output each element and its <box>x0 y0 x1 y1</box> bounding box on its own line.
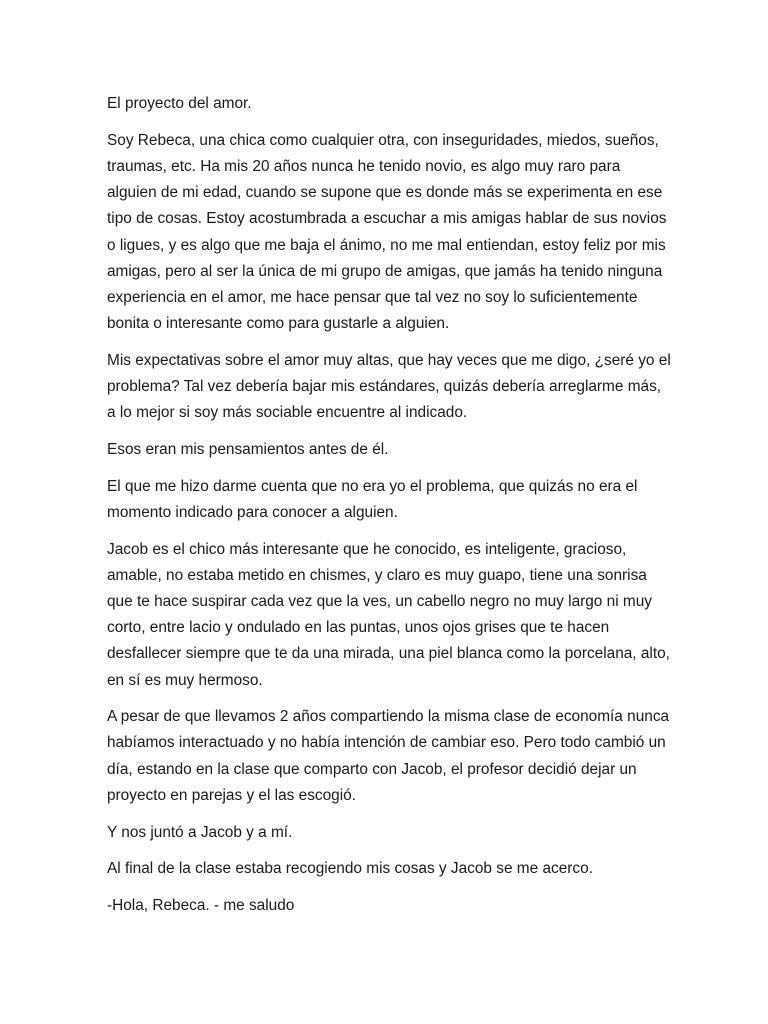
text-line: corto, entre lacio y ondulado en las puntas, unos ojos grises que te hacen <box>107 619 610 637</box>
document-body <box>107 91 671 930</box>
paragraph <box>107 474 667 526</box>
text-line: Soy Rebeca, una chica como cualquier otra, con inseguridades, miedos, sueños, <box>107 131 659 149</box>
text-line: o ligues, y es algo que me baja el ánimo, no me mal entiendan, estoy feliz por mis <box>107 236 666 254</box>
text-line: alguien de mi edad, cuando se supone que es donde más se experimenta en ese <box>107 184 663 202</box>
text-line: -Hola, Rebeca. - me saludo <box>107 896 295 914</box>
text-line: día, estando en la clase que comparto con Jacob, el profesor decidió dejar un <box>107 760 637 778</box>
text-line: amigas, pero al ser la única de mi grupo de amigas, que jamás ha tenido ninguna <box>107 262 663 280</box>
text-line: traumas, etc. Ha mis 20 años nunca he tenido novio, es algo muy raro para <box>107 157 621 175</box>
text-line: a lo mejor si soy más sociable encuentre al indicado. <box>107 404 468 422</box>
text-line: tipo de cosas. Estoy acostumbrada a escuchar a mis amigas hablar de sus novios <box>107 210 667 228</box>
paragraph <box>107 893 667 919</box>
paragraph <box>107 348 671 427</box>
paragraph <box>107 537 670 694</box>
paragraph <box>107 820 667 846</box>
paragraph <box>107 128 667 338</box>
paragraphs-container <box>107 128 671 919</box>
text-line: proyecto en parejas y el las escogió. <box>107 786 356 804</box>
text-line: desfallecer siempre que te da una mirada, una piel blanca como la porcelana, alto, <box>107 645 670 663</box>
paragraph <box>107 704 670 809</box>
text-line: Al final de la clase estaba recogiendo mis cosas y Jacob se me acerco. <box>107 860 593 878</box>
text-line: experiencia en el amor, me hace pensar que tal vez no soy lo suficientemente <box>107 288 638 306</box>
text-line: habíamos interactuado y no había intención de cambiar eso. Pero todo cambió un <box>107 734 666 752</box>
text-line: que te hace suspirar cada vez que la ves, un cabello negro no muy largo ni muy <box>107 592 652 610</box>
text-line: El proyecto del amor. <box>107 95 252 112</box>
text-line: Mis expectativas sobre el amor muy altas, que hay veces que me digo, ¿seré yo el <box>107 351 671 369</box>
text-line: en sí es muy hermoso. <box>107 671 263 689</box>
paragraph <box>107 856 667 882</box>
document-title <box>107 91 667 117</box>
paragraph <box>107 437 667 463</box>
text-line: El que me hizo darme cuenta que no era yo el problema, que quizás no era el <box>107 477 638 495</box>
text-line: amable, no estaba metido en chismes, y claro es muy guapo, tiene una sonrisa <box>107 566 647 584</box>
text-line: Esos eran mis pensamientos antes de él. <box>107 440 389 458</box>
text-line: Y nos juntó a Jacob y a mí. <box>107 823 293 841</box>
text-line: Jacob es el chico más interesante que he conocido, es inteligente, gracioso, <box>107 540 627 558</box>
text-line: problema? Tal vez debería bajar mis estándares, quizás debería arreglarme más, <box>107 378 662 396</box>
text-line: A pesar de que llevamos 2 años compartiendo la misma clase de economía nunca <box>107 708 670 726</box>
text-line: momento indicado para conocer a alguien. <box>107 503 398 521</box>
text-line: bonita o interesante como para gustarle a alguien. <box>107 315 450 333</box>
